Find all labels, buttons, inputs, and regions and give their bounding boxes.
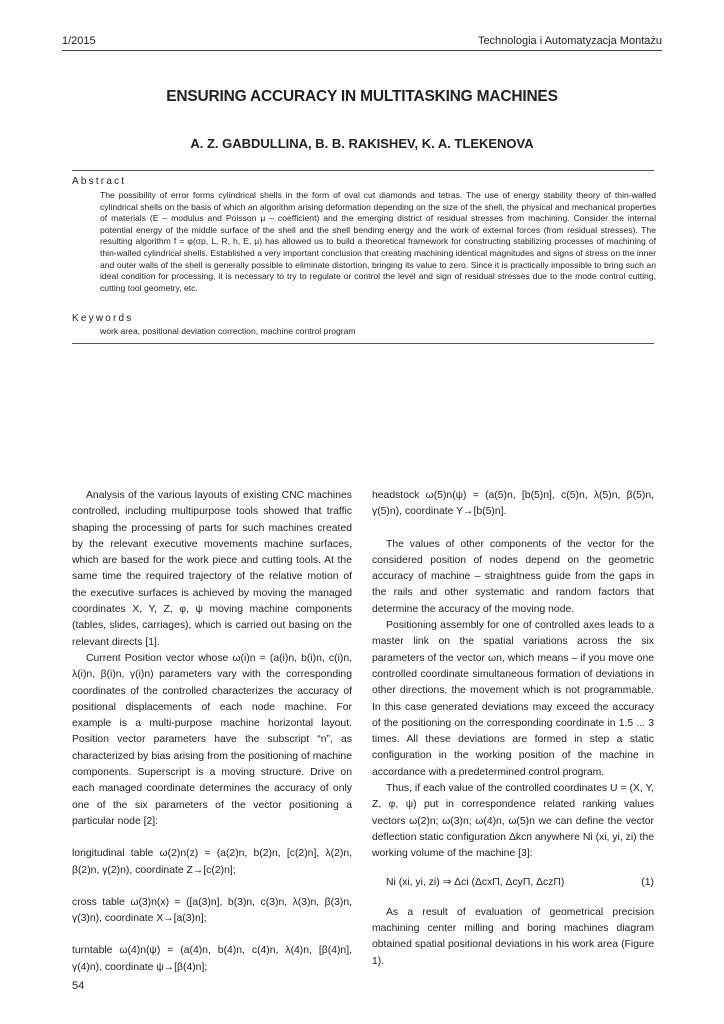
right-column xyxy=(372,488,654,970)
page-number: 54 xyxy=(72,980,85,992)
paper-title: ENSURING ACCURACY IN MULTITASKING MACHINES xyxy=(166,88,558,105)
equation-cross-table: cross table ω(3)n(x) = ([a(3)n], b(3)n, c(3)n, λ(3)n, β(3)n, γ(3)n), coordinate X→[a(3)n]; xyxy=(72,896,352,925)
keywords-label: Keywords xyxy=(72,313,134,324)
divider-bottom xyxy=(72,343,654,344)
keywords-text: work area, positional deviation correction, machine control program xyxy=(100,326,356,336)
equation-longitudinal-table: longitudinal table ω(2)n(z) = (a(2)n, b(2)n, [c(2)n], λ(2)n, β(2)n, γ(2)n), coordinate Z→[c(2)n]; xyxy=(72,848,352,876)
equation-1-number: (1) xyxy=(641,876,654,888)
equation-1-body: Ni (xi, yi, zi) ⇒ Δci (ΔcxП, ΔcyП, ΔczП) xyxy=(386,876,565,888)
body-paragraph: Thus, if each value of the controlled coordinates U = (X, Y, Z, φ, ψ) put in correspondence related ranking values vectors ω(2)n; ω(3)n; ω(4)n, ω(5)n we can define the vector deflection static configuration Δkсп anywhere Ni (xi, yi, zi) the working volume of the machine [3]: xyxy=(372,783,654,860)
body-paragraph: The values of other components of the vector for the considered position of nodes depend on the geometric accuracy of machine – straightness guide from the gaps in the rails and other systematic and random factors that determine the accuracy of the moving node. xyxy=(372,538,654,615)
left-column xyxy=(72,488,352,976)
authors: A. Z. GABDULLINA, B. B. RAKISHEV, K. A. TLEKENOVA xyxy=(190,136,534,151)
abstract-text: The possibility of error forms cylindrical shells in the form of oval cut diamonds and tetras. The use of energy stability theory of thin-walled cylindrical shells on the basis of which an algorithm arising deformation depending on the size of the shell, the physical and mechanical properties of materials (E – modulus and Poisson μ – coefficient) and the emerging district of residual stresses from machining. Consider the internal potential energy of the middle surface of the shell and the shell bending energy and the work of external forces (from residual stresses). The resulting algorithm f = φ(σp, L, R, h, E, μ) has allowed us to build a theoretical framework for constructing stabilizing processes of machining of thin-walled cylindrical shells. Established a very important conclusion that creating machining identical magnitudes and signs of stress on the inner and outer walls of the shell is generally possible to eliminate distortion, bringing its value to zero. Since it is practically impossible to bring such an ideal condition for processing, it is necessary to try to regulate or control the level and sign of residual stresses due to the mode control cutting, cutting tool geometry, etc. xyxy=(100,190,656,293)
journal-name: Technologia i Automatyzacja Montażu xyxy=(477,35,662,47)
abstract-label: Abstract xyxy=(72,176,127,187)
body-paragraph: Analysis of the various layouts of existing CNC machines controlled, including multipurpose tools showed that traffic shaping the processing of parts for such machines created by the relevant executive movements machine surfaces, which are based for the work piece and cutting tools. At the same time the required trajectory of the relative motion of the executive surfaces is achieved by moving the managed coordinates X, Y, Z, φ, ψ moving machine components (tables, slides, carriages), which is carried out basing on the relevant directs [1]. xyxy=(72,490,352,648)
issue-number: 1/2015 xyxy=(62,35,96,47)
equation-headstock: headstock ω(5)n(ψ) = (a(5)n, [b(5)n], c(5)n, λ(5)n, β(5)n, γ(5)n), coordinate Y→[b(5)n]. xyxy=(372,490,654,518)
divider-top xyxy=(72,170,654,171)
body-paragraph: As a result of evaluation of geometrical precision machining center milling and boring machines diagram obtained spatial positional deviations in his work area (Figure 1). xyxy=(372,906,654,967)
body-paragraph: Current Position vector whose ω(i)n = (a(i)n, b(i)n, c(i)n, λ(i)n, β(i)n, γ(i)n) parameters vary with the corresponding coordinates of the controlled characterizes the accuracy of positional displacements of each node machine. For example is a multi-purpose machine horizontal layout. Position vector parameters have the subscript “n”, as characterized by bias arising from the positioning of machine components. Superscript is a moving structure. Drive on each managed coordinate determines the accuracy of only one of the six parameters of the vector positioning a particular node [2]: xyxy=(72,652,352,827)
equation-1 xyxy=(386,875,654,891)
body-paragraph: Positioning assembly for one of controlled axes leads to a master link on the spatial variations across the six parameters of the vector ωn, which means – if you move one controlled coordinate simultaneous formation of deviations in other directions, the movement which is not programmable. In this case generated deviations may exceed the accuracy of the positioning on the corresponding coordinate in 1.5 ... 3 times. All these deviations are formed in step a static configuration in the working position of the machine in accordance with a predetermined control program. xyxy=(372,620,654,778)
equation-turntable: turntable ω(4)n(ψ) = (a(4)n, b(4)n, c(4)n, λ(4)n, [β(4)n], γ(4)n), coordinate ψ→[β(4)n]; xyxy=(72,945,352,973)
running-header xyxy=(62,34,662,51)
